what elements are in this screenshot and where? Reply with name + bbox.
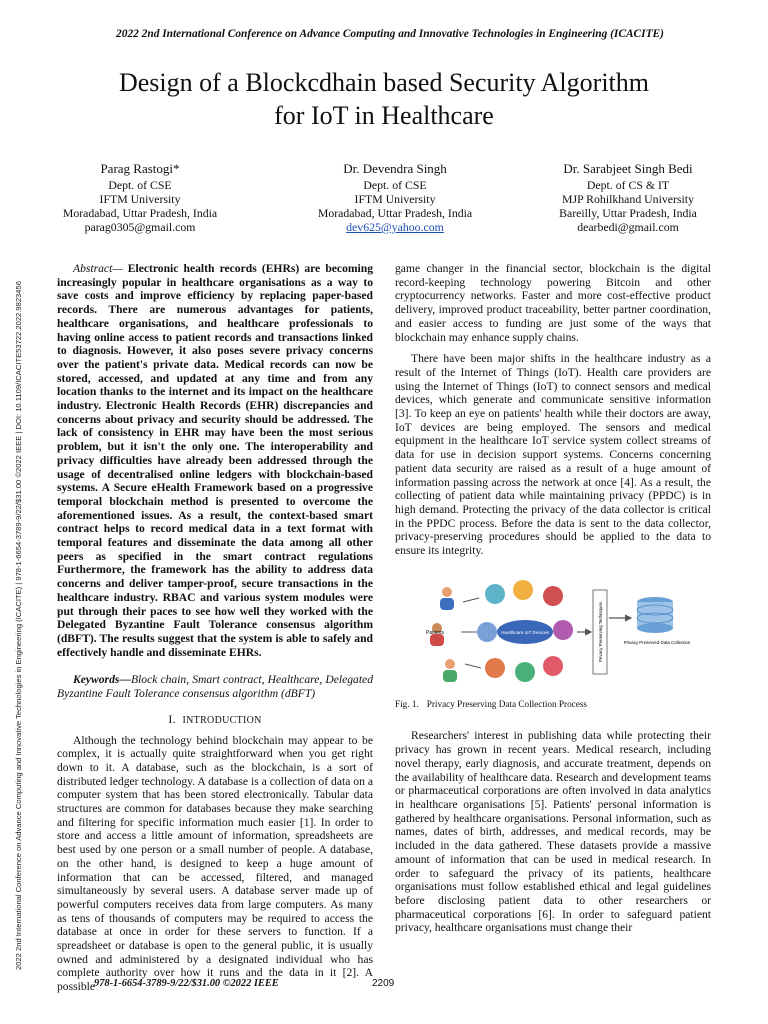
left-column bbox=[57, 262, 373, 994]
author-1 bbox=[40, 160, 240, 234]
figure-diagram bbox=[395, 572, 711, 690]
figure-1 bbox=[395, 572, 711, 690]
author-org: IFTM University bbox=[99, 192, 181, 206]
author-location: Moradabad, Uttar Pradesh, India bbox=[62, 206, 218, 220]
conference-header: 2022 2nd International Conference on Advance Computing and Innovative Technologies in Engineering (ICACITE) bbox=[116, 28, 664, 40]
section-number: I. bbox=[168, 711, 176, 726]
title-line-2: for IoT in Healthcare bbox=[274, 101, 494, 130]
devices-label: Healthcare IoT Devices bbox=[501, 629, 549, 635]
author-location: Moradabad, Uttar Pradesh, India bbox=[317, 206, 473, 220]
author-email: parag0305@gmail.com bbox=[84, 220, 196, 234]
keywords-text: Block chain, Smart contract, Healthcare, Delegated Byzantine Fault Tolerance consensus algorithm (dBFT) bbox=[57, 673, 373, 701]
section-heading-introduction bbox=[57, 713, 373, 728]
side-citation-strip: 2022 2nd International Conference on Advance Computing and Innovative Technologies in Engineering (ICACITE) | 978-1-6654-3789-9/22/$31.00 ©2022 IEEE | DOI: 10.1109/ICACITE53722.2022.9823456 bbox=[14, 281, 23, 970]
figure-caption bbox=[395, 698, 711, 712]
keywords-lead: Keywords— bbox=[73, 673, 131, 687]
keywords bbox=[57, 673, 373, 700]
techniques-label: Privacy Preserving Techniques bbox=[598, 601, 603, 662]
patients-label: Patients bbox=[425, 629, 445, 636]
author-name: Dr. Sarabjeet Singh Bedi bbox=[563, 161, 693, 176]
paper-title bbox=[30, 66, 738, 132]
database-icon bbox=[637, 597, 673, 633]
author-dept: Dept. of CS & IT bbox=[586, 178, 670, 192]
intro-paragraph: Although the technology behind blockchain may appear to be complex, it is actually quite straightforward when you get right down to it. A database, such as the blockchain, is a sort of distributed ledger technology. A database is a collection of data on a computer system that has been stored electronically. Tabular data structures are common for databases because they make searching and filtering for specific information much easier [1]. In order to store and access a little amount of information, spreadsheets are best used by one person or a small number of people. A database, on the other hand, is designed to keep a huge amount of information that can be accessed, filtered, and managed simultaneously by several users. A database server made up of powerful computers receives data from large computers. As many as tens of thousands of computers may be required to access the database at once in order for these servers to function. If a spreadsheet or database is open to the general public, it is usually owned and administered by a designated individual who has complete authority over how it runs and the data in it [2]. A possible bbox=[57, 733, 373, 994]
author-dept: Dept. of CSE bbox=[108, 178, 172, 192]
footer-isbn: 978-1-6654-3789-9/22/$31.00 ©2022 IEEE bbox=[94, 978, 279, 989]
author-name: Parag Rastogi* bbox=[100, 161, 180, 176]
author-email-link[interactable]: dev625@yahoo.com bbox=[346, 220, 444, 234]
author-org: IFTM University bbox=[354, 192, 436, 206]
right-column bbox=[395, 262, 711, 935]
author-location: Bareilly, Uttar Pradesh, India bbox=[559, 206, 697, 220]
figure-caption-text: Privacy Preserving Data Collection Process bbox=[426, 698, 587, 709]
abstract-text: Electronic health records (EHRs) are becoming increasingly popular in healthcare organisations as a way to save costs and improve efficiency by replacing paper-based records. There are numerous advantages for patients, healthcare organisations, and healthcare professionals to having online access to patient records and transactions linked to diagnosis. However, it also poses severe privacy concerns over the patient's private data. Medical records can now be stored, accessed, and updated at any time and from any location thanks to the internet and its impact on the healthcare industry. Electronic Health Records (EHR) discrepancies and concerns about privacy and security should be addressed. The lack of consistency in EHR may have been the most serious problem, but it isn't the only one. The interoperability and privacy difficulties have already been addressed through the usage of decentralised online ledgers with blockchain-based systems. A Secure eHealth Framework based on a progressive temporal blockchain method is presented to overcome the aforementioned issues. As a result, the context-based smart contract helps to record medical data in a text format with temporal features and disseminate the data among all other peers as specified in the smart contract regulations Furthermore, the framework has the ability to address data concerns and deliver tamper-proof, secure transactions in the healthcare industry. RBAC and various system modules were put through their paces to see how well they worked with the Delegated Byzantine Fault Tolerance consensus algorithm (dBFT). The results suggest that the system is able to safely and effectively handle and disseminate EHRs. bbox=[57, 262, 373, 659]
figure-number: Fig. 1. bbox=[395, 698, 419, 709]
author-block bbox=[40, 160, 740, 240]
author-dept: Dept. of CSE bbox=[363, 178, 427, 192]
title-line-1: Design of a Blockcdhain based Security Algorithm bbox=[118, 68, 649, 97]
paragraph-researchers: Researchers' interest in publishing data while protecting their privacy has grown in recent years. Medical research, including novel therapy, early diagnosis, and accurate treatment, depends on the availability of healthcare data. Research and development teams or pharmaceutical corporations are often involved in data analytics in healthcare organisations [5]. Patients' personal information is gathered by healthcare organisations. Personal information, such as names, dates of birth, addresses, and medical records, may be included in the data gathered. These datasets provide a massive amount of information that can be used in medical research. In order to safeguard the privacy of its patients, healthcare organisations must follow established ethical and legal guidelines before disclosing patient data to other researchers or pharmaceutical corporations [6]. In order to safeguard patient privacy, healthcare organisations must change their bbox=[395, 729, 711, 935]
paragraph-continued: game changer in the financial sector, blockchain is the digital record-keeping technology powering Bitcoin and other cryptocurrency networks. Faster and more cost-effective product delivery, improved product traceability, better partner coordination, and easier access to funding are just some of the ways that blockchain may enhance supply chains. bbox=[395, 262, 711, 344]
author-org: MJP Rohilkhand University bbox=[562, 192, 694, 206]
author-3 bbox=[528, 160, 728, 234]
paragraph-iot: There have been major shifts in the healthcare industry as a result of the Internet of Things (IoT). Health care providers are using the Internet of Things (IoT) to connect sensors and medical devices, which generate and communicate sensitive information [3]. To keep an eye on patients' health while their doctors are away, IoT devices are being employed. The sensors and medical equipment in the healthcare IoT service system collect streams of data for use in decision support systems. Concerns concerning patient data security are raised as a result of a huge amount of information passing across the network at once [4]. As a result, the collecting of patient data while maintaining privacy (PPDC) is in high demand. Protecting the privacy of the data collector is critical in the PPDC process. Before the data is sent to the data collector, privacy-preserving procedures should be applied to the data to ensure its integrity. bbox=[395, 352, 711, 558]
abstract bbox=[57, 262, 373, 659]
collection-label: Privacy Preserved Data Collection bbox=[623, 639, 691, 645]
section-title: INTRODUCTION bbox=[182, 714, 262, 726]
author-email: dearbedi@gmail.com bbox=[577, 220, 679, 234]
page-number: 2209 bbox=[372, 978, 395, 989]
abstract-lead: Abstract— bbox=[73, 262, 123, 275]
author-2 bbox=[285, 160, 505, 234]
author-name: Dr. Devendra Singh bbox=[343, 161, 447, 176]
